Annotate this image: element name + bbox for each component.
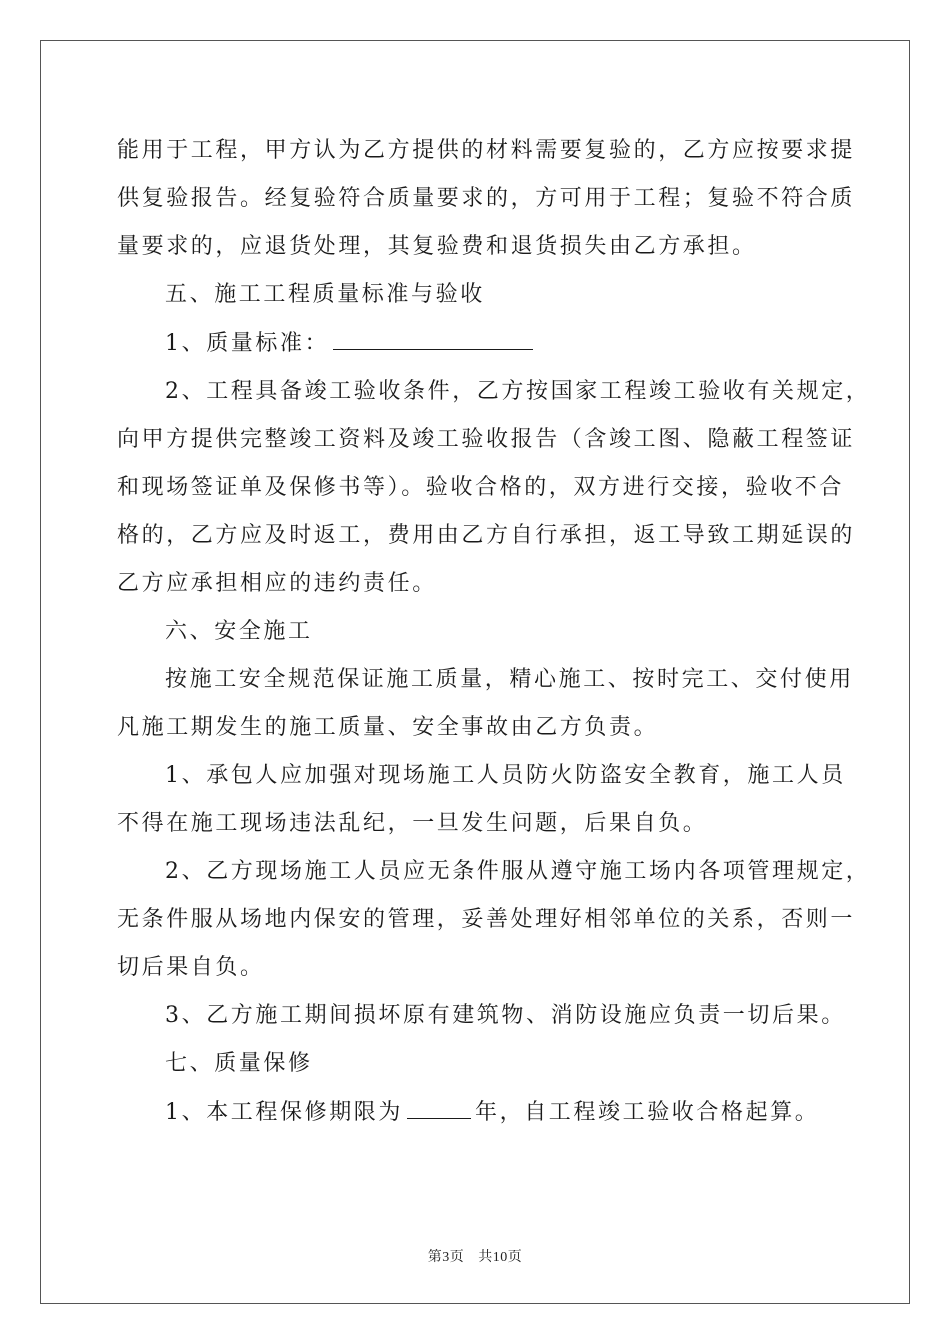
paragraph-line: 量要求的，应退货处理，其复验费和退货损失由乙方承担。 [117, 234, 757, 259]
paragraph-line: 3、乙方施工期间损坏原有建筑物、消防设施应负责一切后果。 [165, 1003, 846, 1028]
page-total: 共10页 [478, 1250, 523, 1265]
paragraph-line: 不得在施工现场违法乱纪，一旦发生问题，后果自负。 [117, 811, 708, 836]
paragraph-line: 按施工安全规范保证施工质量，精心施工、按时完工、交付使用 [165, 667, 854, 692]
quality-standard-blank [333, 319, 533, 350]
quality-standard-line [117, 319, 833, 368]
paragraph-line: 和现场签证单及保修书等）。验收合格的，双方进行交接，验收不合 [117, 475, 845, 500]
paragraph-line: 向甲方提供完整竣工资料及竣工验收报告（含竣工图、隐蔽工程签证 [117, 427, 856, 452]
paragraph-line: 格的，乙方应及时返工，费用由乙方自行承担，返工导致工期延误的 [117, 523, 856, 548]
section-heading-safety: 六、安全施工 [165, 619, 313, 644]
page-number: 第3页 [427, 1250, 465, 1265]
warranty-suffix: 年，自工程竣工验收合格起算。 [475, 1100, 820, 1125]
warranty-line [117, 1088, 833, 1137]
paragraph-line: 无条件服从场地内保安的管理，妥善处理好相邻单位的关系，否则一 [117, 907, 856, 932]
document-body [117, 127, 871, 1137]
paragraph-line: 2、工程具备竣工验收条件，乙方按国家工程竣工验收有关规定， [165, 379, 871, 404]
warranty-prefix: 1、本工程保修期限为 [165, 1100, 403, 1125]
section-heading-quality-acceptance: 五、施工工程质量标准与验收 [165, 282, 485, 307]
paragraph-line: 乙方应承担相应的违约责任。 [117, 571, 437, 596]
paragraph-line: 2、乙方现场施工人员应无条件服从遵守施工场内各项管理规定， [165, 859, 871, 884]
page-footer [0, 1246, 950, 1266]
paragraph-line: 1、承包人应加强对现场施工人员防火防盗安全教育，施工人员 [165, 763, 846, 788]
quality-standard-label: 1、质量标准： [165, 331, 330, 356]
paragraph-line: 能用于工程，甲方认为乙方提供的材料需要复验的，乙方应按要求提 [117, 138, 856, 163]
paragraph-line: 供复验报告。经复验符合质量要求的，方可用于工程；复验不符合质 [117, 186, 856, 211]
paragraph-line: 切后果自负。 [117, 955, 265, 980]
paragraph-line: 凡施工期发生的施工质量、安全事故由乙方负责。 [117, 715, 659, 740]
warranty-years-blank [407, 1088, 471, 1119]
section-heading-warranty: 七、质量保修 [165, 1051, 313, 1076]
